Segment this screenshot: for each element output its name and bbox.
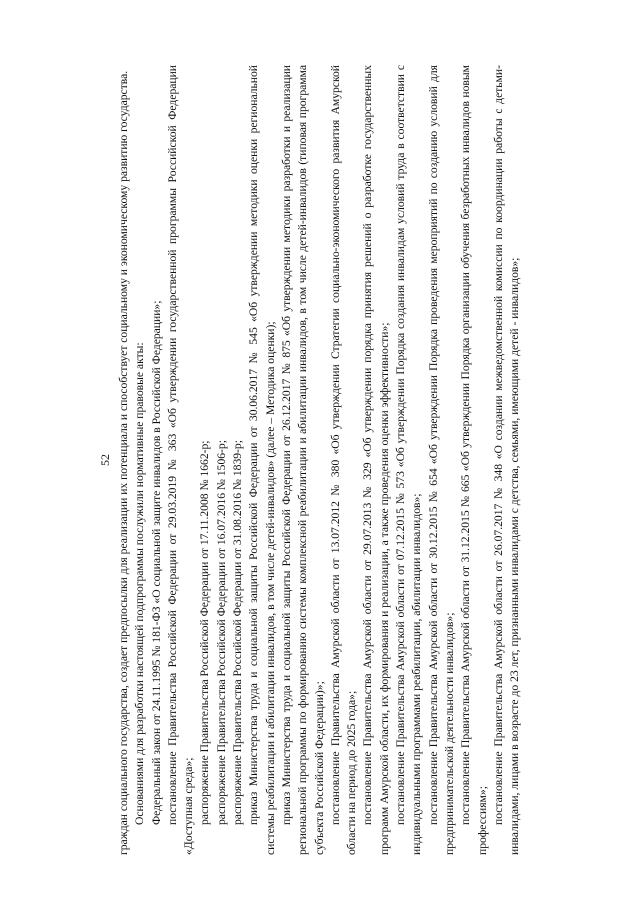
paragraph: Основаниями для разработки настоящей подпрограммы послужили нормативные правовые акты: [133,342,147,825]
paragraph: постановление Правительства Амурской области от 07.12.2015 № 573 «Об утверждении Порядка создания инвалидам условий труда в соответствии с индивидуальными программами реабилитации, абилитации инвалидов»; [394,65,424,855]
paragraph: постановление Правительства Амурской области от 30.12.2015 № 654 «Об утверждении Порядка проведения мероприятий по созданию условий для предпринимательской деятельности инвалидов»; [426,65,456,855]
paragraph: приказ Министерства труда и социальной защиты Российской Федерации от 26.12.2017 № 875 «Об утверждении методики разработки и реализации региональной программы по формированию системы комплексной реабилитации и абилитации инвалидов, в том числе детей-инвалидов (типовая программа субъекта Российской Федерации)»; [279,65,326,855]
paragraph: граждан социального государства, создает предпосылки для реализации их потенциала и способствует социальному и экономическому развитию государства. [117,70,130,855]
paragraph: Федеральный закон от 24.11.1995 № 181-ФЗ «О социальной защите инвалидов в Российской Федерации»; [149,300,163,825]
paragraph: распоряжение Правительства Российской Федерации от 31.08.2016 № 1839-р; [231,440,245,825]
paragraph: распоряжение Правительства Российской Федерации от 16.07.2016 № 1506-р; [214,440,228,825]
paragraph: распоряжение Правительства Российской Федерации от 17.11.2008 № 1662-р; [198,440,212,825]
paragraph: постановление Правительства Амурской области от 13.07.2012 № 380 «Об утверждении Стратегии социально-экономического развития Амурской области на период до 2025 года»; [328,65,359,855]
paragraph: постановление Правительства Амурской области от 26.07.2017 № 348 «О создании межведомственной комиссии по координации работы с детьми-инвалидами, лицами в возрасте до 23 лет, признанными инвалидами с детства, семьями, имеющими детей - инвалидов»; [491,65,522,855]
rotated-page [100,65,570,855]
paragraph: приказ Министерства труда и социальной защиты Российской Федерации от 30.06.2017 № 545 «Об утверждении методики оценки региональной системы реабилитации и абилитации инвалидов, в том числе детей-инвалидов» (далее – Методика оценки); [247,65,277,855]
document-body [116,65,523,855]
paragraph: постановление Правительства Амурской области от 29.07.2013 № 329 «Об утверждении порядка принятия решений о разработке государственных программ Амурской области, их формирования и реализации, а также проведения оценки эффективности»; [361,65,391,855]
page-number: 52 [98,454,112,466]
paragraph: постановление Правительства Российской Федерации от 29.03.2019 № 363 «Об утверждении государственной программы Российской Федерации «Доступная среда»; [165,65,196,855]
paragraph: постановление Правительства Амурской области от 31.12.2015 № 665 «Об утверждении Порядка организации обучения безработных инвалидов новым профессиям»; [459,65,489,855]
